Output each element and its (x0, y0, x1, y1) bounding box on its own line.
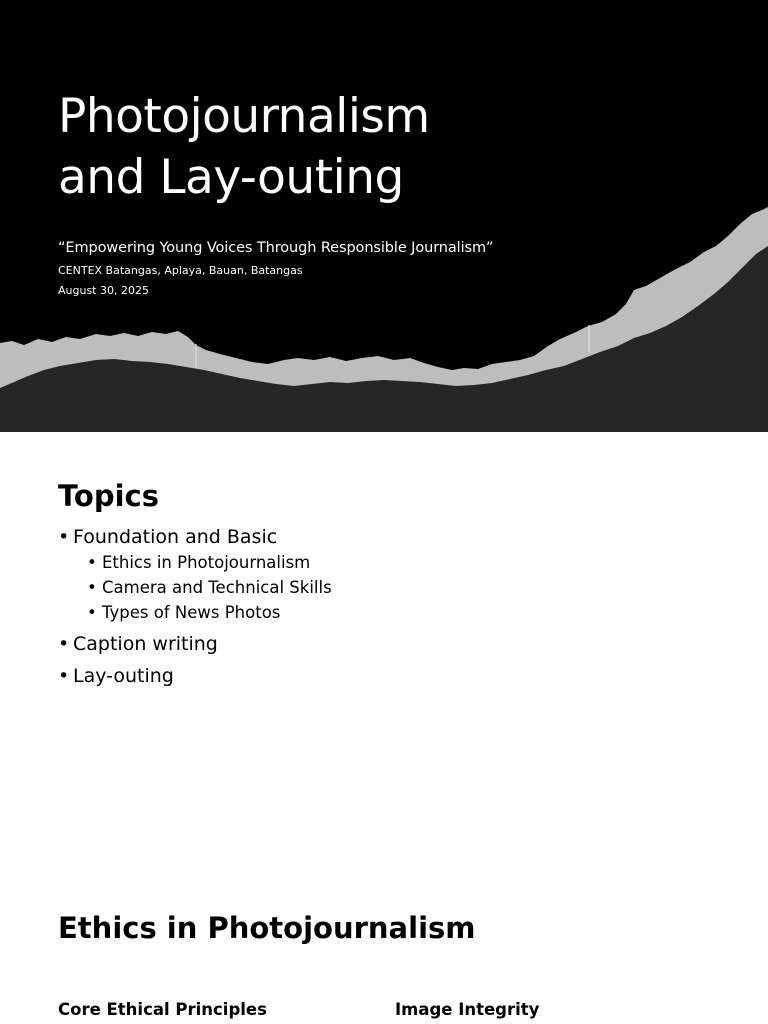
title-line-1: Photojournalism (58, 89, 430, 144)
subtopic-label: Camera and Technical Skills (102, 578, 332, 597)
tagline: “Empowering Young Voices Through Responsible Journalism” (58, 240, 494, 256)
bullet-glyph: • (87, 578, 97, 597)
topic-label: Foundation and Basic (73, 526, 278, 548)
bullet-glyph: • (87, 603, 97, 622)
bullet-glyph: • (58, 526, 70, 548)
subtopic-label: Ethics in Photojournalism (102, 553, 311, 572)
venue-text: CENTEX Batangas, Aplaya, Bauan, Batangas (58, 264, 303, 277)
topics-slide (0, 432, 768, 864)
subtopic-item (87, 550, 332, 575)
topic-item (58, 663, 332, 689)
topic-item (58, 524, 332, 625)
subtopic-list (73, 550, 332, 625)
presentation-title (58, 86, 430, 208)
topic-label: Lay-outing (73, 665, 174, 687)
subtopic-item (87, 600, 332, 625)
bullet-glyph: • (58, 633, 70, 655)
title-slide (0, 0, 768, 432)
image-integrity-heading: Image Integrity (395, 1000, 540, 1019)
date-text: August 30, 2025 (58, 284, 149, 297)
topics-list (58, 524, 332, 695)
torn-paper-landscape-graphic (0, 0, 768, 432)
topic-item (58, 631, 332, 657)
bullet-glyph: • (58, 665, 70, 687)
bullet-glyph: • (87, 553, 97, 572)
subtopic-label: Types of News Photos (102, 603, 281, 622)
core-principles-heading: Core Ethical Principles (58, 1000, 267, 1019)
topics-heading: Topics (58, 479, 160, 513)
ethics-heading: Ethics in Photojournalism (58, 911, 476, 945)
ethics-slide (0, 864, 768, 1024)
title-line-2: and Lay-outing (58, 150, 404, 205)
topic-label: Caption writing (73, 633, 218, 655)
subtopic-item (87, 575, 332, 600)
